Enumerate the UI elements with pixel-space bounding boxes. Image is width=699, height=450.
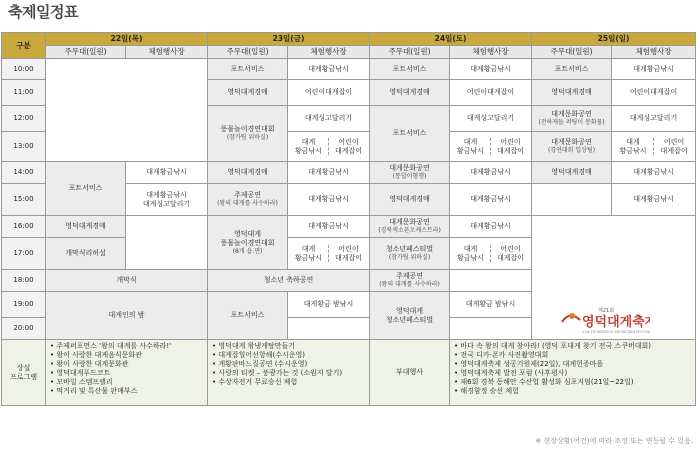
split-cell (612, 132, 696, 162)
events-label: 상설 프로그램 (2, 340, 46, 406)
event-line: 대게싱고달리기 (142, 199, 191, 208)
schedule-cell: 대게황금 밤낚시 (450, 292, 532, 318)
schedule-cell: 어린이대게잡이 (612, 80, 696, 106)
split-cell (450, 238, 532, 270)
day-header-25: 25일(일) (532, 33, 696, 46)
list-item: • 수상자전거 무료승선 체험 (212, 378, 298, 387)
schedule-cell (370, 238, 450, 270)
col-main-stage: 주무대(일원) (370, 46, 450, 59)
list-item: • 제6회 경북 동해안 수산업 활성화 심포지엄(21일~22일) (454, 378, 634, 387)
schedule-cell: 청소년 축하공연 (208, 270, 370, 292)
col-main-stage: 주무대(일원) (532, 46, 612, 59)
schedule-cell (370, 292, 450, 340)
day-header-24: 24일(토) (370, 33, 532, 46)
event-title: 풍물놀이경연대회 (220, 125, 275, 134)
list-item: • 영덕대게축제 성공기원제(22일), 대게헌증마을 (454, 360, 604, 369)
empty-slot (46, 59, 208, 162)
schedule-cell: 개막식리허설 (46, 238, 126, 270)
event-subtitle: (경연대회 입상팀) (547, 147, 596, 155)
event-title: 청소년페스티벌 (385, 245, 434, 254)
list-item: • 대게잡힐어선항해(수시운영) (212, 351, 305, 360)
day-header-23: 23일(금) (208, 33, 370, 46)
split-left: 대게 황금낚시 (457, 137, 485, 155)
event-line: 대게황금낚시 (146, 190, 187, 199)
event-title: 풍물놀이경연대회 (220, 238, 275, 247)
list-item: • 전국 디카·폰카 사진촬영대회 (454, 351, 549, 360)
schedule-cell: 대게황금낚시 (612, 184, 696, 216)
event-subtitle: (참가팀 위하실) (226, 134, 269, 142)
col-main-stage: 주무대(일원) (208, 46, 288, 59)
list-item: • 바다 속 왕의 대게 찾아라! (영덕 포대게 찾기 전국 스쿠버대회) (454, 342, 651, 350)
time-label: 20:00 (2, 318, 46, 340)
event-title: 대게문화공연 (389, 164, 430, 173)
time-label: 17:00 (2, 238, 46, 270)
event-subtitle: (경북색소폰오케스트라) (378, 227, 441, 235)
time-label: 12:00 (2, 106, 46, 132)
empty-slot (450, 318, 532, 340)
schedule-cell (208, 106, 288, 162)
footnote: ※ 현장상황(여건)에 따라 조정 또는 변동될 수 있음. (535, 437, 693, 445)
schedule-cell (532, 132, 612, 162)
schedule-cell (370, 216, 450, 238)
schedule-cell: 대게싱고달리기 (450, 106, 532, 132)
permanent-programs-list-2 (208, 340, 370, 406)
schedule-cell: 포트서비스 (208, 292, 288, 340)
col-main-stage: 주무대(일원) (46, 46, 126, 59)
schedule-cell: 개막식 (46, 270, 208, 292)
schedule-cell (532, 106, 612, 132)
list-item: • 영덕대게 왕냉게탕만들기 (212, 342, 295, 350)
schedule-cell: 포트서비스 (532, 59, 612, 80)
event-title: 대게문화공연 (389, 218, 430, 227)
schedule-cell: 대게황금낚시 (450, 162, 532, 184)
list-item: • 해경함정 승선 체험 (454, 387, 519, 396)
schedule-cell: 포트서비스 (208, 59, 288, 80)
schedule-cell: 영덕대게경매 (208, 80, 288, 106)
col-experience: 체험행사장 (126, 46, 208, 59)
schedule-cell: 대게싱고달리기 (612, 106, 696, 132)
side-events-label: 부대행사 (370, 340, 450, 406)
schedule-cell (370, 270, 450, 292)
event-subtitle: (통합이형행) (392, 173, 427, 181)
permanent-programs-list-1 (46, 340, 208, 406)
side-events-list (450, 340, 696, 406)
split-right: 어린이 대게잡이 (490, 245, 530, 263)
split-left: 대게 황금낚시 (619, 137, 647, 155)
col-experience: 체험행사장 (450, 46, 532, 59)
event-subtitle: (왕의 대게를 사수하라) (379, 281, 440, 289)
event-subtitle: (왕의 대게를 사수하라) (217, 200, 278, 208)
day-header-22: 22일(목) (46, 33, 208, 46)
time-label: 11:00 (2, 80, 46, 106)
split-left: 대게 황금낚시 (294, 244, 323, 262)
event-title: 주제공연 (233, 191, 262, 200)
event-title: 청소년페스티벌 (385, 315, 434, 324)
event-title: 대게문화공연 (551, 110, 592, 119)
schedule-cell: 대게인의 밤 (46, 292, 208, 340)
schedule-cell: 대게황금낚시 (288, 162, 370, 184)
schedule-cell: 대게황금낚시 (126, 162, 208, 184)
empty-slot (450, 270, 532, 292)
split-left: 대게 황금낚시 (294, 137, 323, 155)
list-item: • 왕이 사랑한 대게문화관 (50, 360, 129, 369)
schedule-cell (126, 184, 208, 216)
schedule-cell: 대게싱고달리기 (288, 106, 370, 132)
corner-header: 구분 (2, 33, 46, 59)
time-label: 14:00 (2, 162, 46, 184)
col-experience: 체험행사장 (288, 46, 370, 59)
schedule-cell: 포트서비스 (370, 59, 450, 80)
split-right: 어린이 대게잡이 (328, 138, 368, 156)
empty-slot (288, 318, 370, 340)
schedule-cell: 대게황금낚시 (612, 162, 696, 184)
split-right: 어린이 대게잡이 (490, 138, 530, 156)
festival-logo (560, 302, 650, 338)
event-title: 영덕대게 (396, 306, 424, 315)
list-item: • 모바일 스템프랠리 (50, 378, 113, 387)
schedule-table (1, 32, 695, 406)
time-label: 19:00 (2, 292, 46, 318)
event-subtitle: (8개 읍.면) (232, 247, 263, 255)
schedule-cell: 대게황금낚시 (612, 59, 696, 80)
schedule-cell: 대게황금낚시 (450, 216, 532, 238)
split-cell (288, 238, 370, 270)
split-cell (450, 132, 532, 162)
event-subtitle: (참가팀 위하실) (388, 254, 431, 262)
list-item: • 주제퍼포먼스 '왕의 대게를 사수하라!' (50, 342, 172, 350)
split-right: 어린이 대게잡이 (653, 138, 694, 156)
list-item: • 게황판바느질공연 (수시운영) (212, 360, 308, 369)
list-item: • 사랑의 티켓 – 풍광가는 것 (소원지 달기) (212, 369, 343, 378)
schedule-cell: 포트서비스 (46, 162, 126, 216)
page-title: 축제일정표 (8, 3, 78, 21)
event-title: 대게문화공연 (551, 138, 592, 147)
logo-subtext: 21st YEONGDEOK SNOWCRAB FESTIVAL (582, 330, 650, 334)
list-item: • 영덕대게축제 발전 포럼 (사후평사) (454, 369, 568, 378)
schedule-cell: 대게황금낚시 (450, 184, 532, 216)
event-subtitle: (전하게들 퍼팅이 봉화물) (538, 119, 605, 127)
schedule-cell (208, 184, 288, 216)
schedule-cell: 영덕대게경매 (370, 80, 450, 106)
split-cell (288, 132, 370, 162)
event-title: 영덕대게 (233, 230, 262, 238)
col-experience: 체험행사장 (612, 46, 696, 59)
list-item: • 왕이 사랑한 대게음식문화관 (50, 351, 142, 360)
time-label: 10:00 (2, 59, 46, 80)
schedule-cell: 대게황금낚시 (288, 216, 370, 238)
schedule-cell (370, 162, 450, 184)
split-left: 대게 황금낚시 (457, 244, 485, 262)
schedule-cell: 어린이대게잡이 (288, 80, 370, 106)
schedule-cell: 영덕대게경매 (370, 184, 450, 216)
schedule-cell: 영덕대게경매 (532, 80, 612, 106)
schedule-cell (208, 216, 288, 270)
schedule-cell: 포트서비스 (370, 106, 450, 162)
schedule-cell: 대게황금낚시 (288, 59, 370, 80)
time-label: 13:00 (2, 132, 46, 162)
schedule-cell: 영덕대게경매 (46, 216, 126, 238)
schedule-cell: 영덕대게경매 (532, 162, 612, 184)
event-title: 주제공연 (396, 272, 424, 281)
schedule-cell: 대게황금낚시 (288, 184, 370, 216)
schedule-cell: 대게황금 밤낚시 (288, 292, 370, 318)
schedule-cell: 영덕대게경매 (208, 162, 288, 184)
schedule-cell: 어린이대게잡이 (450, 80, 532, 106)
list-item: • 영덕대게푸드코트 (50, 369, 111, 378)
logo-text: 영덕대게축제 (582, 315, 650, 330)
logo-small-text: 제21회 (598, 308, 615, 314)
list-item: • 먹거리 및 특산물 판매부스 (50, 387, 138, 396)
time-label: 16:00 (2, 216, 46, 238)
empty-slot (126, 216, 208, 270)
schedule-cell: 대게황금낚시 (450, 59, 532, 80)
split-right: 어린이 대게잡이 (328, 245, 368, 263)
time-label: 15:00 (2, 184, 46, 216)
time-label: 18:00 (2, 270, 46, 292)
empty-slot (532, 184, 612, 216)
